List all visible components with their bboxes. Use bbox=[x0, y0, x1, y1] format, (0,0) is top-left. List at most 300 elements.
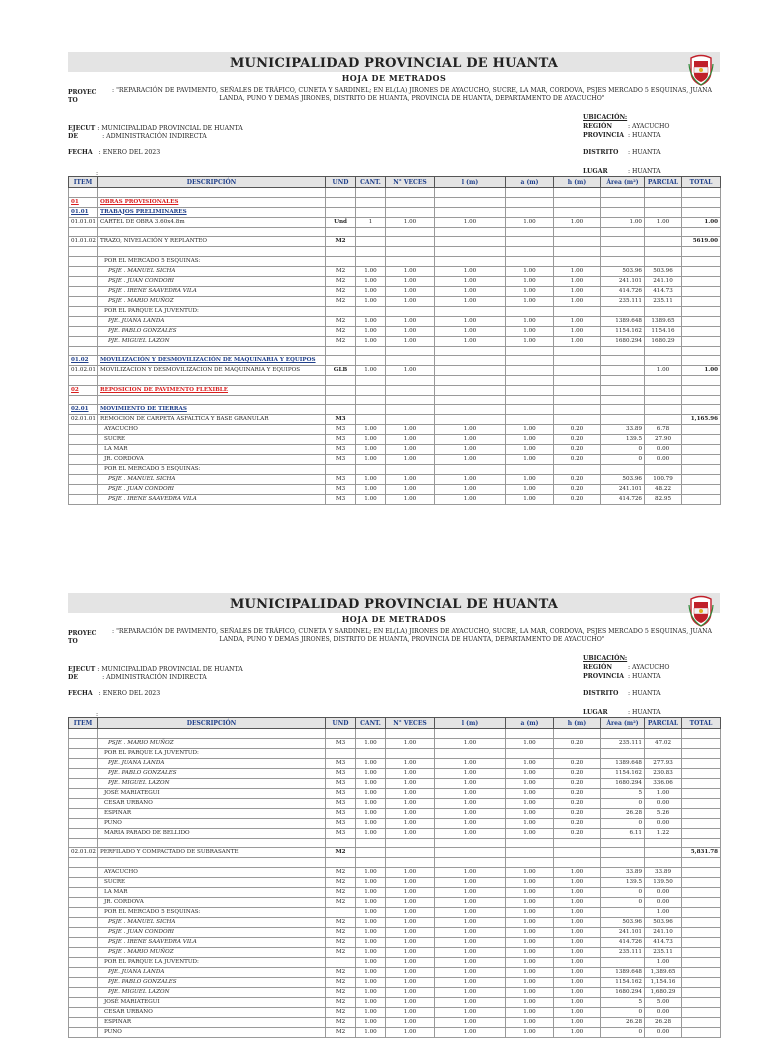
cell-area bbox=[601, 227, 645, 237]
cell-height: 0.20 bbox=[554, 798, 601, 808]
table-row bbox=[69, 207, 721, 217]
column-header-unit: UND bbox=[326, 718, 356, 729]
cell-width: 1.00 bbox=[506, 1007, 554, 1017]
cell-length bbox=[435, 729, 506, 739]
cell-height: 0.20 bbox=[554, 485, 601, 495]
cell-width: 1.00 bbox=[506, 296, 554, 306]
cell-height: 1.00 bbox=[554, 977, 601, 987]
ejecutor-value: : MUNICIPALIDAD PROVINCIAL DE HUANTA bbox=[97, 125, 243, 132]
cell-description: MOVILIZACIÓN Y DESMOVILIZACIÓN DE MAQUINARIA Y EQUIPOS bbox=[98, 356, 326, 366]
municipal-crest-icon bbox=[688, 54, 714, 86]
cell-length bbox=[435, 748, 506, 758]
cell-area: 1389.648 bbox=[601, 758, 645, 768]
cell-width: 1.00 bbox=[506, 967, 554, 977]
cell-unit bbox=[326, 405, 356, 415]
cell-unit: M2 bbox=[326, 276, 356, 286]
cell-total bbox=[682, 306, 721, 316]
cell-height: 1.00 bbox=[554, 336, 601, 346]
cell-item: 01.02 bbox=[69, 356, 98, 366]
cell-unit bbox=[326, 376, 356, 386]
cell-height bbox=[554, 729, 601, 739]
cell-quantity bbox=[356, 227, 386, 237]
cell-description: TRABAJOS PRELIMINARES bbox=[98, 207, 326, 217]
cell-partial bbox=[645, 207, 682, 217]
cell-total bbox=[682, 927, 721, 937]
cell-item bbox=[69, 425, 98, 435]
provincia-label: PROVINCIA bbox=[583, 673, 625, 680]
cell-height: 1.00 bbox=[554, 867, 601, 877]
cell-partial: 414.73 bbox=[645, 937, 682, 947]
project-text: : "REPARACIÓN DE PAVIMENTO, SEÑALES DE TRÁFICO, CUNETA Y SARDINEL; EN EL(LA) JIRONES DE AYACUCHO, SUCRE, LA MAR, CORDOVA, PSJES MERCADO 5 ESQUINAS, JUANA LANDA, PUNO Y DEMAS JIRONES, DISTRITO DE HUANTA, PROVINCIA DE HUANTA, DEPARTAMENTO DE AYACUCHO" bbox=[112, 87, 712, 102]
cell-quantity: 1.00 bbox=[356, 485, 386, 495]
cell-item bbox=[69, 296, 98, 306]
cell-total bbox=[682, 917, 721, 927]
cell-total bbox=[682, 385, 721, 395]
cell-area: 0 bbox=[601, 445, 645, 455]
cell-length bbox=[435, 356, 506, 366]
cell-partial bbox=[645, 197, 682, 207]
cell-item: 01.02.01 bbox=[69, 366, 98, 376]
cell-width bbox=[506, 306, 554, 316]
cell-partial bbox=[645, 376, 682, 386]
cell-unit bbox=[326, 197, 356, 207]
cell-total bbox=[682, 778, 721, 788]
cell-height bbox=[554, 405, 601, 415]
project-block bbox=[68, 627, 720, 649]
cell-height bbox=[554, 227, 601, 237]
cell-unit: M2 bbox=[326, 977, 356, 987]
cell-width: 1.00 bbox=[506, 326, 554, 336]
meta-block bbox=[68, 108, 720, 177]
cell-width bbox=[506, 729, 554, 739]
cell-area: 1.00 bbox=[601, 217, 645, 227]
cell-partial bbox=[645, 247, 682, 257]
cell-description: PSJE . JUAN CONDORI bbox=[98, 276, 326, 286]
column-header-height: h (m) bbox=[554, 177, 601, 188]
cell-area bbox=[601, 366, 645, 376]
cell-unit: M2 bbox=[326, 266, 356, 276]
cell-total bbox=[682, 1017, 721, 1027]
cell-total bbox=[682, 907, 721, 917]
cell-width bbox=[506, 376, 554, 386]
cell-area: 503.96 bbox=[601, 917, 645, 927]
cell-unit: M2 bbox=[326, 897, 356, 907]
cell-length bbox=[435, 247, 506, 257]
cell-unit bbox=[326, 306, 356, 316]
cell-times bbox=[386, 207, 435, 217]
cell-length bbox=[435, 366, 506, 376]
provincia-value: : HUANTA bbox=[628, 132, 661, 139]
cell-unit: M3 bbox=[326, 425, 356, 435]
cell-total bbox=[682, 266, 721, 276]
cell-width: 1.00 bbox=[506, 808, 554, 818]
cell-item bbox=[69, 778, 98, 788]
cell-area bbox=[601, 306, 645, 316]
cell-total bbox=[682, 435, 721, 445]
cell-area bbox=[601, 188, 645, 198]
cell-partial bbox=[645, 858, 682, 868]
cell-length bbox=[435, 376, 506, 386]
cell-length bbox=[435, 207, 506, 217]
cell-total bbox=[682, 316, 721, 326]
cell-total bbox=[682, 729, 721, 739]
cell-width bbox=[506, 838, 554, 848]
cell-times: 1.00 bbox=[386, 877, 435, 887]
cell-item bbox=[69, 188, 98, 198]
cell-height bbox=[554, 465, 601, 475]
cell-height bbox=[554, 237, 601, 247]
cell-total bbox=[682, 957, 721, 967]
cell-total bbox=[682, 977, 721, 987]
cell-total bbox=[682, 1007, 721, 1017]
cell-unit: M3 bbox=[326, 828, 356, 838]
cell-partial: 0.00 bbox=[645, 1027, 682, 1037]
cell-partial: 27.90 bbox=[645, 435, 682, 445]
cell-area: 1389.648 bbox=[601, 316, 645, 326]
cell-quantity: 1.00 bbox=[356, 828, 386, 838]
cell-description: CESAR URBANO bbox=[98, 1007, 326, 1017]
cell-length bbox=[435, 465, 506, 475]
cell-partial: 0.00 bbox=[645, 455, 682, 465]
cell-partial: 0.00 bbox=[645, 887, 682, 897]
table-row bbox=[69, 738, 721, 748]
cell-width: 1.00 bbox=[506, 977, 554, 987]
cell-item bbox=[69, 306, 98, 316]
table-row bbox=[69, 1007, 721, 1017]
cell-length: 1.00 bbox=[435, 828, 506, 838]
cell-unit: M3 bbox=[326, 495, 356, 505]
metrados-table-2 bbox=[68, 717, 721, 1038]
project-text: : "REPARACIÓN DE PAVIMENTO, SEÑALES DE TRÁFICO, CUNETA Y SARDINEL; EN EL(LA) JIRONES DE AYACUCHO, SUCRE, LA MAR, CORDOVA, PSJES MERCADO 5 ESQUINAS, JUANA LANDA, PUNO Y DEMAS JIRONES, DISTRITO DE HUANTA, PROVINCIA DE HUANTA, DEPARTAMENTO DE AYACUCHO" bbox=[112, 628, 712, 643]
cell-times bbox=[386, 247, 435, 257]
cell-times: 1.00 bbox=[386, 768, 435, 778]
cell-times bbox=[386, 395, 435, 405]
cell-partial bbox=[645, 838, 682, 848]
cell-description: REMOCION DE CARPETA ASFALTICA Y BASE GRANULAR bbox=[98, 415, 326, 425]
project-label: PROYEC TO bbox=[68, 630, 97, 645]
cell-area: 1154.162 bbox=[601, 977, 645, 987]
meta-block bbox=[68, 649, 720, 718]
cell-height: 1.00 bbox=[554, 1017, 601, 1027]
cell-width: 1.00 bbox=[506, 1017, 554, 1027]
cell-height: 1.00 bbox=[554, 997, 601, 1007]
cell-quantity: 1.00 bbox=[356, 738, 386, 748]
cell-area: 241.101 bbox=[601, 927, 645, 937]
cell-partial: 235.11 bbox=[645, 947, 682, 957]
cell-area: 0 bbox=[601, 455, 645, 465]
cell-unit: M2 bbox=[326, 296, 356, 306]
cell-quantity: 1.00 bbox=[356, 316, 386, 326]
cell-description: LA MAR bbox=[98, 445, 326, 455]
cell-quantity: 1.00 bbox=[356, 296, 386, 306]
table-row bbox=[69, 748, 721, 758]
cell-item: 01 bbox=[69, 197, 98, 207]
sheet-page-1 bbox=[68, 52, 720, 502]
cell-width: 1.00 bbox=[506, 887, 554, 897]
cell-area bbox=[601, 256, 645, 266]
cell-description: ESPINAR bbox=[98, 808, 326, 818]
cell-area: 503.96 bbox=[601, 266, 645, 276]
cell-item bbox=[69, 967, 98, 977]
cell-area bbox=[601, 237, 645, 247]
cell-length: 1.00 bbox=[435, 917, 506, 927]
table-row bbox=[69, 405, 721, 415]
cell-width: 1.00 bbox=[506, 987, 554, 997]
cell-length: 1.00 bbox=[435, 877, 506, 887]
cell-times bbox=[386, 848, 435, 858]
cell-partial: 1389.65 bbox=[645, 316, 682, 326]
cell-quantity bbox=[356, 848, 386, 858]
cell-item bbox=[69, 316, 98, 326]
cell-description bbox=[98, 838, 326, 848]
cell-partial: 47.02 bbox=[645, 738, 682, 748]
cell-total bbox=[682, 247, 721, 257]
cell-times: 1.00 bbox=[386, 887, 435, 897]
cell-unit: M2 bbox=[326, 1007, 356, 1017]
cell-width: 1.00 bbox=[506, 455, 554, 465]
cell-partial: 26.28 bbox=[645, 1017, 682, 1027]
cell-height bbox=[554, 207, 601, 217]
cell-description: LA MAR bbox=[98, 887, 326, 897]
cell-area: 414.726 bbox=[601, 286, 645, 296]
lugar-label: LUGAR bbox=[583, 709, 608, 716]
column-header-length: l (m) bbox=[435, 177, 506, 188]
cell-partial: 1,389.65 bbox=[645, 967, 682, 977]
cell-width: 1.00 bbox=[506, 758, 554, 768]
distrito-label: DISTRITO bbox=[583, 149, 619, 156]
cell-height: 0.20 bbox=[554, 778, 601, 788]
cell-width bbox=[506, 346, 554, 356]
cell-times bbox=[386, 748, 435, 758]
cell-height bbox=[554, 395, 601, 405]
cell-times bbox=[386, 188, 435, 198]
table-header-row bbox=[69, 177, 721, 188]
cell-height: 0.20 bbox=[554, 435, 601, 445]
cell-description bbox=[98, 227, 326, 237]
cell-area bbox=[601, 405, 645, 415]
cell-width bbox=[506, 356, 554, 366]
cell-width: 1.00 bbox=[506, 435, 554, 445]
cell-description: PSJE . MARIO MUÑOZ bbox=[98, 296, 326, 306]
cell-quantity: 1.00 bbox=[356, 967, 386, 977]
cell-partial bbox=[645, 415, 682, 425]
cell-width bbox=[506, 748, 554, 758]
cell-width bbox=[506, 256, 554, 266]
cell-total bbox=[682, 838, 721, 848]
cell-item bbox=[69, 748, 98, 758]
cell-item bbox=[69, 1007, 98, 1017]
cell-height bbox=[554, 356, 601, 366]
table-row bbox=[69, 415, 721, 425]
cell-width: 1.00 bbox=[506, 957, 554, 967]
table-row bbox=[69, 296, 721, 306]
cell-area: 0 bbox=[601, 1007, 645, 1017]
cell-quantity: 1.00 bbox=[356, 455, 386, 465]
cell-partial bbox=[645, 729, 682, 739]
cell-width bbox=[506, 858, 554, 868]
cell-length: 1.00 bbox=[435, 485, 506, 495]
cell-unit: M3 bbox=[326, 768, 356, 778]
cell-unit: M2 bbox=[326, 967, 356, 977]
cell-unit: M2 bbox=[326, 336, 356, 346]
cell-area: 139.5 bbox=[601, 877, 645, 887]
cell-area: 235.111 bbox=[601, 738, 645, 748]
cell-area: 0 bbox=[601, 798, 645, 808]
cell-times: 1.00 bbox=[386, 286, 435, 296]
cell-item bbox=[69, 729, 98, 739]
cell-times: 1.00 bbox=[386, 296, 435, 306]
cell-area bbox=[601, 346, 645, 356]
cell-unit: M2 bbox=[326, 1027, 356, 1037]
cell-times bbox=[386, 385, 435, 395]
cell-times: 1.00 bbox=[386, 425, 435, 435]
cell-length bbox=[435, 346, 506, 356]
cell-unit bbox=[326, 748, 356, 758]
cell-description: POR EL MERCADO 5 ESQUINAS: bbox=[98, 465, 326, 475]
distrito-label: DISTRITO bbox=[583, 690, 619, 697]
cell-times: 1.00 bbox=[386, 977, 435, 987]
cell-length bbox=[435, 838, 506, 848]
cell-quantity: 1.00 bbox=[356, 495, 386, 505]
cell-times bbox=[386, 356, 435, 366]
cell-area bbox=[601, 197, 645, 207]
cell-item bbox=[69, 247, 98, 257]
table-row bbox=[69, 957, 721, 967]
cell-unit bbox=[326, 356, 356, 366]
cell-width bbox=[506, 207, 554, 217]
column-header-partial: PARCIAL bbox=[645, 718, 682, 729]
cell-length: 1.00 bbox=[435, 286, 506, 296]
cell-item bbox=[69, 838, 98, 848]
cell-quantity: 1.00 bbox=[356, 917, 386, 927]
cell-length: 1.00 bbox=[435, 818, 506, 828]
cell-total bbox=[682, 465, 721, 475]
table-row bbox=[69, 256, 721, 266]
cell-height: 0.20 bbox=[554, 828, 601, 838]
cell-area: 414.726 bbox=[601, 495, 645, 505]
cell-width bbox=[506, 415, 554, 425]
cell-quantity: 1.00 bbox=[356, 266, 386, 276]
cell-item bbox=[69, 435, 98, 445]
cell-area bbox=[601, 415, 645, 425]
cell-times: 1.00 bbox=[386, 1027, 435, 1037]
cell-height bbox=[554, 385, 601, 395]
cell-unit bbox=[326, 838, 356, 848]
fecha-label: FECHA bbox=[68, 149, 93, 156]
cell-partial: 241.10 bbox=[645, 276, 682, 286]
cell-area: 241.101 bbox=[601, 485, 645, 495]
table-row bbox=[69, 947, 721, 957]
cell-length: 1.00 bbox=[435, 947, 506, 957]
cell-partial bbox=[645, 748, 682, 758]
cell-length bbox=[435, 385, 506, 395]
ubicacion-label: UBICACIÓN: bbox=[583, 114, 628, 121]
cell-length: 1.00 bbox=[435, 475, 506, 485]
cell-description: SUCRE bbox=[98, 435, 326, 445]
table-row bbox=[69, 266, 721, 276]
cell-item bbox=[69, 907, 98, 917]
cell-height: 0.20 bbox=[554, 788, 601, 798]
cell-total bbox=[682, 227, 721, 237]
table-row bbox=[69, 977, 721, 987]
cell-partial bbox=[645, 237, 682, 247]
cell-width: 1.00 bbox=[506, 475, 554, 485]
table-row bbox=[69, 445, 721, 455]
cell-description: PJE. JUANA LANDA bbox=[98, 316, 326, 326]
cell-partial: 1,154.16 bbox=[645, 977, 682, 987]
column-header-description: DESCRIPCIÓN bbox=[98, 718, 326, 729]
cell-area bbox=[601, 356, 645, 366]
cell-area: 33.89 bbox=[601, 867, 645, 877]
column-header-item: ITEM bbox=[69, 718, 98, 729]
cell-height: 1.00 bbox=[554, 957, 601, 967]
table-row bbox=[69, 276, 721, 286]
cell-description: PJE. PABLO GONZALES bbox=[98, 768, 326, 778]
cell-total bbox=[682, 445, 721, 455]
cell-partial: 48.22 bbox=[645, 485, 682, 495]
column-header-width: a (m) bbox=[506, 177, 554, 188]
cell-description: PSJE . IRENE SAAVEDRA VILA bbox=[98, 495, 326, 505]
cell-width: 1.00 bbox=[506, 997, 554, 1007]
cell-length: 1.00 bbox=[435, 296, 506, 306]
cell-times: 1.00 bbox=[386, 1007, 435, 1017]
table-row bbox=[69, 867, 721, 877]
cell-unit: M2 bbox=[326, 326, 356, 336]
modalidad-label: DE bbox=[68, 133, 79, 140]
cell-length: 1.00 bbox=[435, 1027, 506, 1037]
cell-description: MOVIMIENTO DE TIERRAS bbox=[98, 405, 326, 415]
cell-quantity: 1.00 bbox=[356, 977, 386, 987]
cell-quantity bbox=[356, 376, 386, 386]
cell-quantity: 1.00 bbox=[356, 947, 386, 957]
cell-item: 01.01 bbox=[69, 207, 98, 217]
cell-height: 1.00 bbox=[554, 217, 601, 227]
cell-times: 1.00 bbox=[386, 366, 435, 376]
cell-item bbox=[69, 867, 98, 877]
cell-height: 1.00 bbox=[554, 897, 601, 907]
cell-description bbox=[98, 729, 326, 739]
table-row bbox=[69, 1027, 721, 1037]
title-bar bbox=[68, 593, 720, 613]
cell-times: 1.00 bbox=[386, 917, 435, 927]
cell-quantity bbox=[356, 237, 386, 247]
cell-area: 33.89 bbox=[601, 425, 645, 435]
cell-height: 1.00 bbox=[554, 266, 601, 276]
table-row bbox=[69, 848, 721, 858]
table-row bbox=[69, 818, 721, 828]
cell-description: PSJE . MANUEL SICHA bbox=[98, 917, 326, 927]
cell-area: 1154.162 bbox=[601, 768, 645, 778]
cell-total bbox=[682, 887, 721, 897]
cell-total bbox=[682, 1027, 721, 1037]
cell-description: PSJE . JUAN CONDORI bbox=[98, 927, 326, 937]
cell-width: 1.00 bbox=[506, 877, 554, 887]
cell-times: 1.00 bbox=[386, 967, 435, 977]
column-header-width: a (m) bbox=[506, 718, 554, 729]
cell-length bbox=[435, 858, 506, 868]
cell-item bbox=[69, 828, 98, 838]
cell-quantity: 1.00 bbox=[356, 1017, 386, 1027]
cell-quantity: 1.00 bbox=[356, 336, 386, 346]
cell-item bbox=[69, 445, 98, 455]
cell-total bbox=[682, 768, 721, 778]
column-header-description: DESCRIPCIÓN bbox=[98, 177, 326, 188]
cell-partial: 1680.29 bbox=[645, 336, 682, 346]
cell-description: REPOSICION DE PAVIMENTO FLEXIBLE bbox=[98, 385, 326, 395]
cell-times: 1.00 bbox=[386, 808, 435, 818]
cell-times: 1.00 bbox=[386, 326, 435, 336]
cell-unit: M3 bbox=[326, 788, 356, 798]
